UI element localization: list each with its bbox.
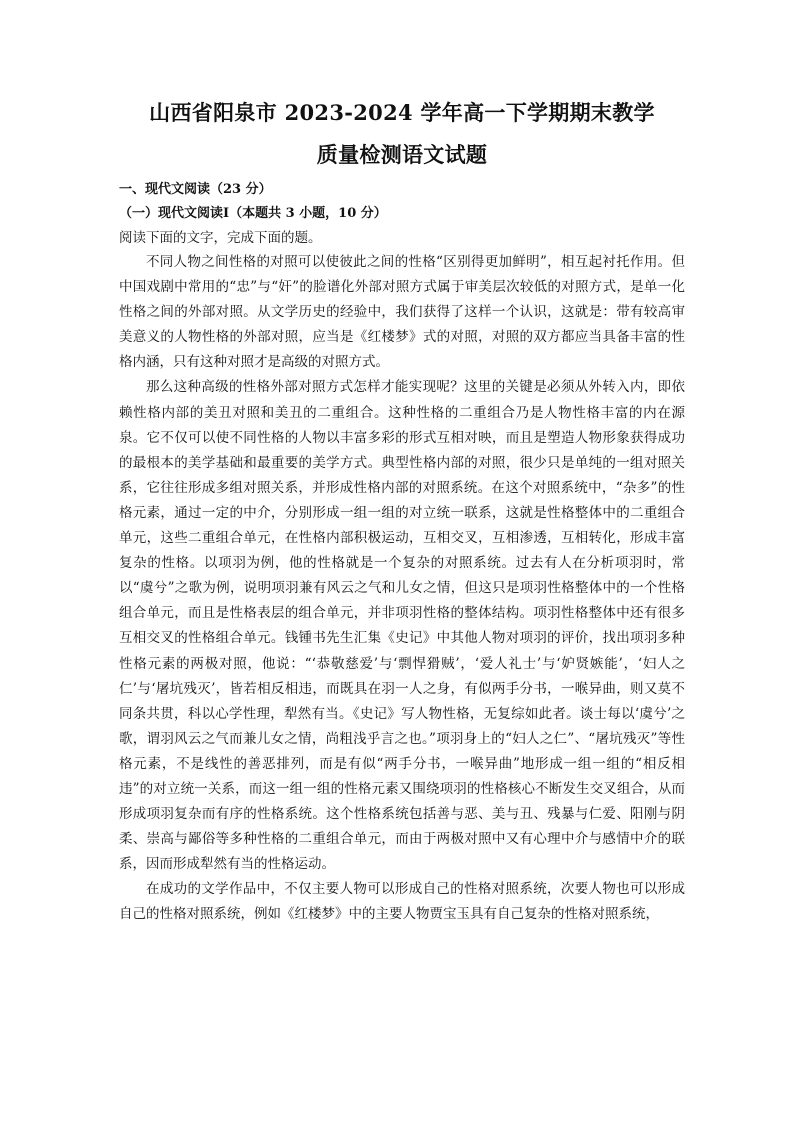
paragraph-2: 那么这种高级的性格外部对照方式怎样才能实现呢？这里的关键是必须从外转入内，即依赖性格内部的美丑对照和美丑的二重组合。这种性格的二重组合乃是人物性格丰富的内在源泉。它不仅可以使不同性格的人物以丰富多彩的形式互相对映，而且是塑造人物形象获得成功的最根本的美学基础和最重要的美学方式。典型性格内部的对照，很少只是单纯的一组对照关系，它往往形成多组对照关系，并形成性格内部的对照系统。在这个对照系统中，“杂多”的性格元素，通过一定的中介，分别形成一组一组的对立统一联系，这就是性格整体中的二重组合单元，这些二重组合单元，在性格内部积极运动，互相交叉，互相渗透，互相转化，形成丰富复杂的性格。以项羽为例，他的性格就是一个复杂的对照系统。过去有人在分析项羽时，常以“虞兮”之歌为例，说明项羽兼有风云之气和儿女之情，但这只是项羽性格整体中的一个性格组合单元，而且是性格表层的组合单元，并非项羽性格的整体结构。项羽性格整体中还有很多互相交叉的性格组合单元。钱锺书先生汇集《史记》中其他人物对项羽的评价，找出项羽多种性格元素的两极对照，他说：“‘恭敬慈爱’与‘剽悍猾贼’，‘爱人礼士’与‘妒贤嫉能’，‘妇人之仁’与‘屠坑残灭’，皆若相反相违，而既具在羽一人之身，有似两手分书，一喉异曲，则又莫不同条共贯，科以心学性理，犁然有当。《史记》写人物性格，无复综如此者。谈士每以‘虞兮’之歌，谓羽风云之气而兼儿女之情，尚粗浅乎言之也。”项羽身上的“妇人之仁”、“屠坑残灭”等性格元素，不是线性的善恶排列，而是有似“两手分书，一喉异曲”地形成一组一组的“相反相违”的对立统一关系，而这一组一组的性格元素又围绕项羽的性格核心不断发生交叉组合，从而形成项羽复杂而有序的性格系统。这个性格系统包括善与恶、美与丑、残暴与仁爱、阳刚与阴柔、崇高与鄙俗等多种性格的二重组合单元，而由于两极对照中又有心理中介与感情中介的联系，因而形成犁然有当的性格运动。	[119, 379, 685, 873]
document-title-line1: 山西省阳泉市 2023-2024 学年高一下学期期末教学	[149, 100, 655, 125]
subsection-heading: （一）现代文阅读Ⅰ（本题共 3 小题，10 分）	[119, 206, 387, 221]
paragraph-3: 在成功的文学作品中，不仅主要人物可以形成自己的性格对照系统，次要人物也可以形成自己的性格对照系统，例如《红楼梦》中的主要人物贾宝玉具有自己复杂的性格对照系统，	[119, 881, 685, 923]
section-heading: 一、现代文阅读（23 分）	[119, 182, 272, 197]
document-title-line2: 质量检测语文试题	[316, 142, 488, 167]
paragraph-1: 不同人物之间性格的对照可以使彼此之间的性格“区别得更加鲜明”，相互起衬托作用。但中国戏剧中常用的“忠”与“奸”的脸谱化外部对照方式属于审美层次较低的对照方式，是单一化性格之间的外部对照。从文学历史的经验中，我们获得了这样一个认识，这就是：带有较高审美意义的人物性格的外部对照，应当是《红楼梦》式的对照，对照的双方都应当具备丰富的性格内涵，只有这种对照才是高级的对照方式。	[119, 254, 685, 371]
reading-instruction: 阅读下面的文字，完成下面的题。	[119, 230, 322, 246]
document-page	[119, 92, 685, 928]
